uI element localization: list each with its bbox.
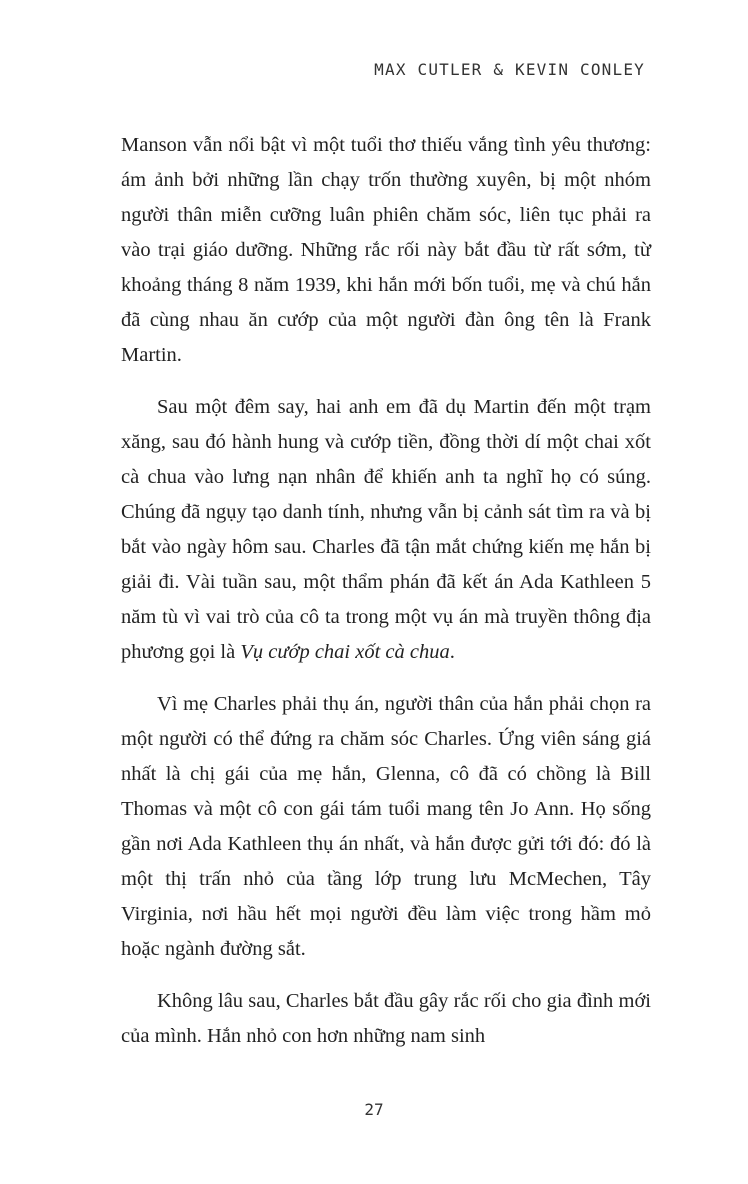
paragraph-3: Vì mẹ Charles phải thụ án, người thân của hắn phải chọn ra một người có thể đứng ra chăm sóc Charles. Ứng viên sáng giá nhất là chị gái của mẹ hắn, Glenna, cô đã có chồng là Bill Thomas và một cô con gái tám tuổi mang tên Jo Ann. Họ sống gần nơi Ada Kathleen thụ án nhất, và hắn được gửi tới đó: đó là một thị trấn nhỏ của tầng lớp trung lưu McMechen, Tây Virginia, nơi hầu hết mọi người đều làm việc trong hầm mỏ hoặc ngành đường sắt.	[121, 693, 651, 960]
body-text	[121, 128, 651, 1071]
paragraph-2	[121, 390, 651, 670]
paragraph-2-end: .	[449, 641, 455, 663]
italic-case-name: Vụ cướp chai xốt cà chua	[240, 641, 450, 663]
paragraph-2-text: Sau một đêm say, hai anh em đã dụ Martin đến một trạm xăng, sau đó hành hung và cướp tiền, đồng thời dí một chai xốt cà chua vào lưng nạn nhân để khiến anh ta nghĩ họ có súng. Chúng đã ngụy tạo danh tính, nhưng vẫn bị cảnh sát tìm ra và bị bắt vào ngày hôm sau. Charles đã tận mắt chứng kiến mẹ hắn bị giải đi. Vài tuần sau, một thẩm phán đã kết án Ada Kathleen 5 năm tù vì vai trò của cô ta trong một vụ án mà truyền thông địa phương gọi là	[121, 396, 651, 663]
page-number: 27	[364, 1100, 384, 1119]
paragraph-4: Không lâu sau, Charles bắt đầu gây rắc rối cho gia đình mới của mình. Hắn nhỏ con hơn những nam sinh	[121, 990, 651, 1047]
paragraph-1: Manson vẫn nổi bật vì một tuổi thơ thiếu vắng tình yêu thương: ám ảnh bởi những lần chạy trốn thường xuyên, bị một nhóm người thân miễn cưỡng luân phiên chăm sóc, liên tục phải ra vào trại giáo dưỡng. Những rắc rối này bắt đầu từ rất sớm, từ khoảng tháng 8 năm 1939, khi hắn mới bốn tuổi, mẹ và chú hắn đã cùng nhau ăn cướp của một người đàn ông tên là Frank Martin.	[121, 134, 651, 366]
running-head: MAX CUTLER & KEVIN CONLEY	[374, 60, 645, 79]
